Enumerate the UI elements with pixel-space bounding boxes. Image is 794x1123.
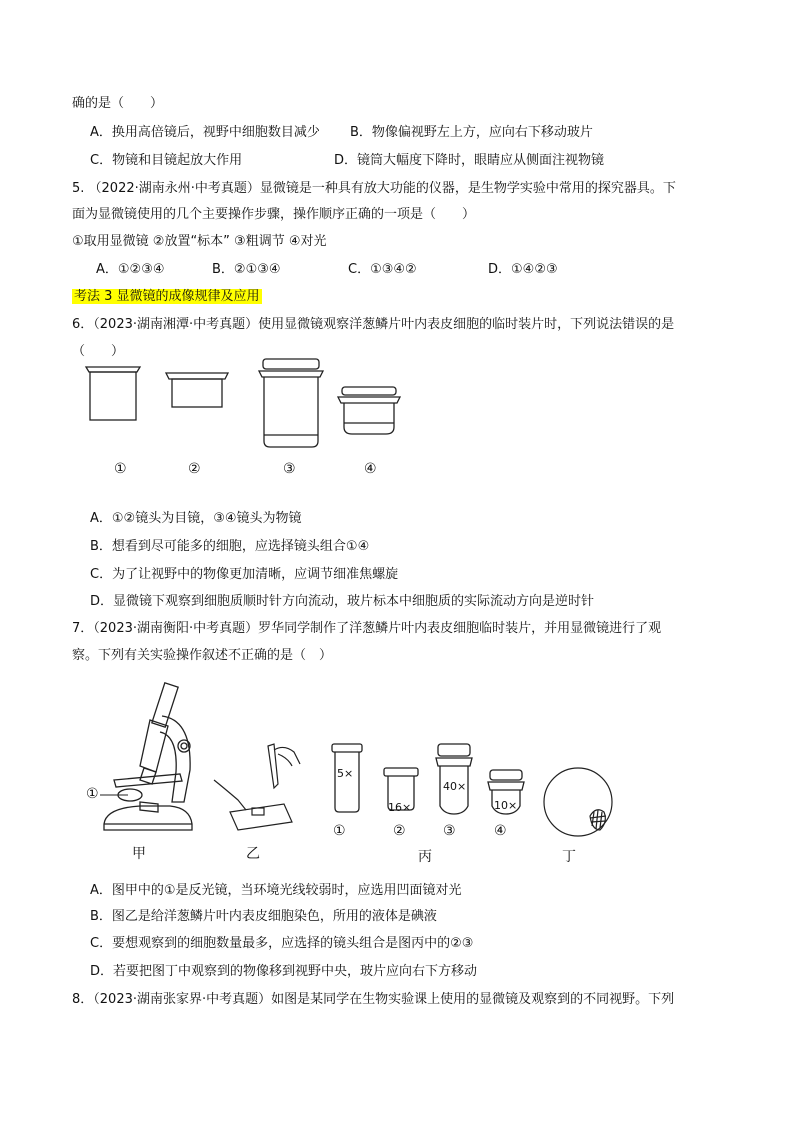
q7-lens-label-2: ②: [393, 823, 406, 839]
q6-label-1: ①: [114, 461, 127, 477]
lens-mark-5x: 5×: [337, 767, 354, 780]
q6-stem-line2: （ ）: [72, 344, 125, 359]
q6-label-4: ④: [364, 461, 377, 477]
eyepiece-lens-1: [86, 367, 140, 420]
objective-lens-4: [338, 387, 400, 434]
q5-option-c: C．①③④②: [348, 262, 417, 277]
q5-steps: ①取用显微镜 ②放置“标本” ③粗调节 ④对光: [72, 234, 327, 249]
q6-option-c: C．为了让视野中的物像更加清晰，应调节细准焦螺旋: [90, 567, 399, 582]
caption-yi: 乙: [246, 846, 260, 862]
lens-mark-16x: 16×: [388, 801, 412, 814]
q7-option-a: A．图甲中的①是反光镜，当环境光线较弱时，应选用凹面镜对光: [90, 883, 462, 898]
q4-option-a: A．换用高倍镜后，视野中细胞数目减少: [90, 125, 320, 140]
mirror-label: ①: [86, 786, 99, 802]
microscope-figure: [100, 680, 210, 840]
q8-stem-line1: 8．（2023·湖南张家界·中考真题）如图是某同学在生物实验课上使用的显微镜及观察到的不同视野。下列: [72, 992, 675, 1007]
q6-label-2: ②: [188, 461, 201, 477]
q4-stem-tail: 确的是（ ）: [72, 96, 164, 111]
q7-stem-line1: 7．（2023·湖南衡阳·中考真题）罗华同学制作了洋葱鳞片叶内表皮细胞临时装片，并用显微镜进行了观: [72, 621, 662, 636]
q6-label-3: ③: [283, 461, 296, 477]
q7-lens-figure: [330, 740, 530, 830]
q7-stem-line2: 察。下列有关实验操作叙述不正确的是（ ）: [72, 648, 333, 663]
field-of-view-figure: [542, 766, 622, 846]
lens-mark-40x: 40×: [443, 780, 467, 793]
staining-figure: [212, 740, 302, 830]
q4-option-d: D．镜筒大幅度下降时，眼睛应从侧面注视物镜: [334, 153, 605, 168]
q5-option-d: D．①④②③: [488, 262, 558, 277]
q6-option-a: A．①②镜头为目镜，③④镜头为物镜: [90, 511, 302, 526]
objective-lens-3: [259, 359, 323, 447]
caption-ding: 丁: [562, 849, 576, 865]
caption-bing: 丙: [418, 849, 432, 865]
q7-lens-label-3: ③: [443, 823, 456, 839]
lens-mark-10x: 10×: [494, 799, 518, 812]
q4-option-c: C．物镜和目镜起放大作用: [90, 153, 243, 168]
q6-option-d: D．显微镜下观察到细胞质顺时针方向流动，玻片标本中细胞质的实际流动方向是逆时针: [90, 594, 595, 609]
q5-option-b: B．②①③④: [212, 262, 281, 277]
q7-option-c: C．要想观察到的细胞数量最多，应选择的镜头组合是图丙中的②③: [90, 936, 474, 951]
q6-stem-line1: 6．（2023·湖南湘潭·中考真题）使用显微镜观察洋葱鳞片叶内表皮细胞的临时装片时，下列说法错误的是: [72, 317, 675, 332]
eyepiece-lens-2: [166, 373, 228, 407]
mirror-pointer-line: [100, 790, 130, 800]
q5-stem-line2: 面为显微镜使用的几个主要操作步骤，操作顺序正确的一项是（ ）: [72, 207, 476, 222]
q7-option-b: B．图乙是给洋葱鳞片叶内表皮细胞染色，所用的液体是碘液: [90, 909, 437, 924]
q7-lens-label-4: ④: [494, 823, 507, 839]
q5-option-a: A．①②③④: [96, 262, 165, 277]
q4-option-b: B．物像偏视野左上方，应向右下移动玻片: [350, 125, 593, 140]
caption-jia: 甲: [132, 846, 146, 862]
section-title: [72, 288, 262, 306]
q7-lens-label-1: ①: [333, 823, 346, 839]
q7-option-d: D．若要把图丁中观察到的物像移到视野中央，玻片应向右下方移动: [90, 964, 478, 979]
q6-option-b: B．想看到尽可能多的细胞，应选择镜头组合①④: [90, 539, 370, 554]
section-title-highlight: 考法 3 显微镜的成像规律及应用: [74, 289, 260, 304]
q5-stem-line1: 5. （2022·湖南永州·中考真题）显微镜是一种具有放大功能的仪器，是生物学实验中常用的探究器具。下: [72, 181, 676, 196]
